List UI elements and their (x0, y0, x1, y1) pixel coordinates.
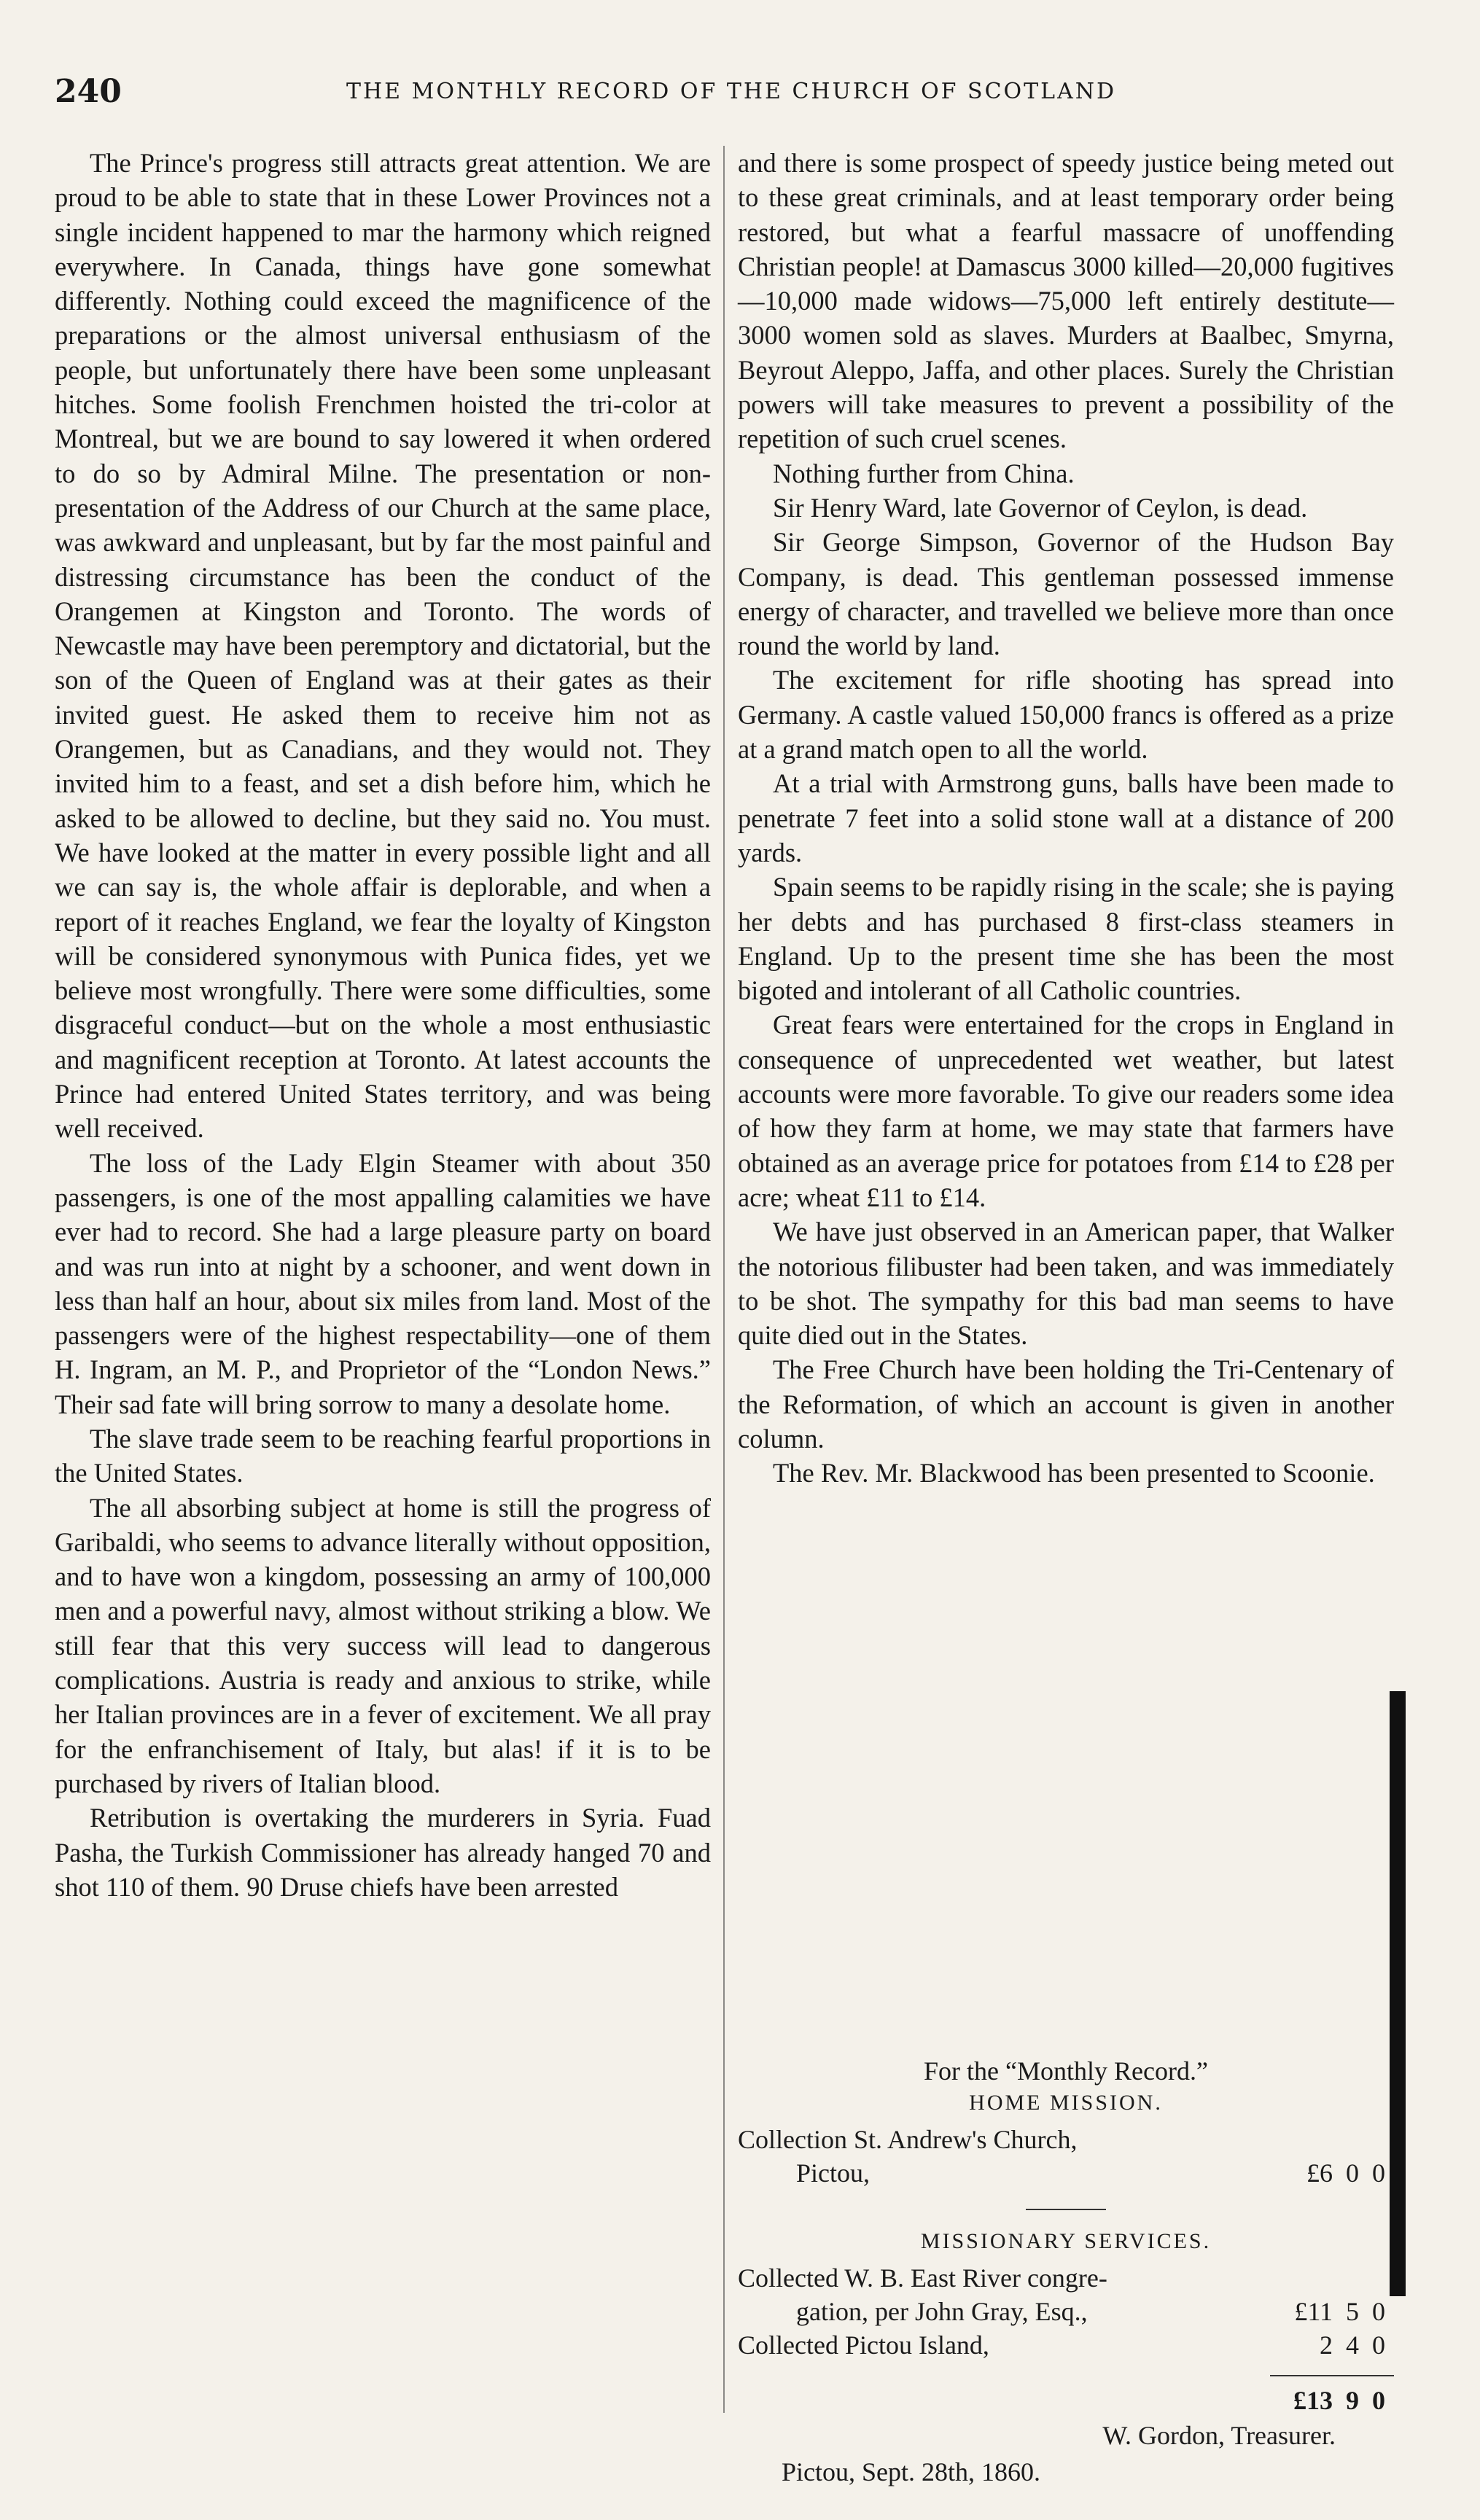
paragraph-slave-trade: The slave trade seem to be reaching fearful proportions in the United States. (55, 1423, 711, 1489)
ms-row-2 (738, 2295, 1394, 2328)
page-number: 240 (55, 73, 122, 110)
ms-label-3: Collected Pictou Island, (738, 2330, 989, 2360)
running-title: THE MONTHLY RECORD OF THE CHURCH OF SCOTLAND (346, 79, 1117, 104)
ms-amount-1: £11 5 0 (1294, 2297, 1385, 2326)
accounts-for-line: For the “Monthly Record.” (924, 2056, 1208, 2086)
left-column (55, 146, 711, 1904)
ms-amount-2: 2 4 0 (1320, 2330, 1385, 2360)
column-divider (723, 146, 725, 2413)
ms-label-1: Collected W. B. East River congre- (738, 2263, 1107, 2293)
total-row (738, 2384, 1394, 2417)
right-column (738, 146, 1394, 1491)
page-header (55, 73, 1425, 117)
ms-label-2: gation, per John Gray, Esq., (796, 2297, 1088, 2326)
paragraph-rifle-shooting: The excitement for rifle shooting has spread into Germany. A castle valued 150,000 francs is offered as a prize at a grand match open to all the world. (738, 665, 1394, 765)
paragraph-syria-continued: and there is some prospect of speedy justice being meted out to these great criminals, and at least temporary order being restored, but what a fearful massacre of unoffending Christian people! at Damascus 3000 killed—20,000 fugitives—10,000 made widows—75,000 left entirely destitute—3000 women sold as slaves. Murders at Baalbec, Smyrna, Beyrout Aleppo, Jaffa, and other places. Surely the Christian powers will take measures to prevent a possibility of the repetition of such cruel scenes. (738, 148, 1394, 454)
paragraph-garibaldi: The all absorbing subject at home is still the progress of Garibaldi, who seems to advance literally without opposition, and to have won a kingdom, possessing an army of 100,000 men and a powerful navy, almost without striking a blow. We still fear that this very success will lead to dangerous complications. Austria is ready and anxious to strike, while her Italian provinces are in a fever of excitement. We all pray for the enfranchisement of Italy, but alas! if it is to be purchased by rivers of Italian blood. (55, 1492, 711, 1798)
paragraph-blackwood: The Rev. Mr. Blackwood has been presented to Scoonie. (773, 1458, 1375, 1489)
treasurer-signature: W. Gordon, Treasurer. (1102, 2421, 1336, 2450)
paragraph-walker: We have just observed in an American paper, that Walker the notorious filibuster had been taken, and was immediately to be shot. The sympathy for this bad man seems to have quite died out in the States. (738, 1217, 1394, 1351)
home-mission-label-2: Pictou, (796, 2158, 871, 2188)
paragraph-prince-progress: The Prince's progress still attracts great attention. We are proud to be able to state that in these Lower Provinces not a single incident happened to mar the harmony which reigned everywhere. In Canada, things have gone somewhat differently. Nothing could exceed the magnificence of the preparations or the almost universal enthusiasm of the people, but unfortunately there have been some unpleasant hitches. Some foolish Frenchmen hoisted the tri-color at Montreal, but we are bound to say lowered it when ordered to do so by Admiral Milne. The presentation or non-presentation of the Address of our Church at the same place, was awkward and unpleasant, but by far the most painful and distressing circumstance has been the conduct of the Orangemen at Kingston and Toronto. The words of Newcastle may have been peremptory and dictatorial, but the son of the Queen of England was at their gates as their invited guest. He asked them to receive him not as Orangemen, but as Canadians, and they would not. They invited him to a feast, and set a dish before him, which he asked to be allowed to decline, but they said no. You must. We have looked at the matter in every possible light and all we can say is, the whole affair is deplorable, and when a report of it reaches England, we fear the loyalty of Kingston will be considered synonymous with Punica fides, yet we believe most wrongfully. There were some difficulties, some disgraceful conduct—but on the whole a most enthusiastic and magnificent reception at Toronto. At latest accounts the Prince had entered United States territory, and was being well received. (55, 148, 711, 1144)
accounts-section (738, 2056, 1394, 2490)
paragraph-syria: Retribution is overtaking the murderers in Syria. Fuad Pasha, the Turkish Commissioner has already hanged 70 and shot 110 of them. 90 Druse chiefs have been arrested (55, 1803, 711, 1902)
ms-row-1 (738, 2261, 1394, 2295)
home-mission-amount: £6 0 0 (1306, 2158, 1385, 2188)
ms-row-3 (738, 2328, 1394, 2362)
paragraph-george-simpson: Sir George Simpson, Governor of the Hudson Bay Company, is dead. This gentleman possessed immense energy of character, and travelled we believe more than once round the world by land. (738, 527, 1394, 661)
paragraph-free-church: The Free Church have been holding the Tri-Centenary of the Reformation, of which an account is given in another column. (738, 1354, 1394, 1454)
paragraph-spain: Spain seems to be rapidly rising in the scale; she is paying her debts and has purchased 8 first-class steamers in England. Up to the present time she has been the most bigoted and intolerant of all Catholic countries. (738, 872, 1394, 1006)
home-mission-row (738, 2123, 1394, 2156)
paragraph-china: Nothing further from China. (773, 458, 1075, 488)
total-amount: £13 9 0 (1293, 2386, 1385, 2415)
missionary-services-heading: MISSIONARY SERVICES. (920, 2229, 1212, 2253)
total-rule (1270, 2375, 1394, 2376)
paragraph-crops: Great fears were entertained for the crops in England in consequence of unprecedented wet weather, but latest accounts were more favorable. To give our readers some idea of how they farm at home, we may state that farmers have obtained as an average price for potatoes from £14 to £28 per acre; wheat £11 to £14. (738, 1010, 1394, 1212)
home-mission-row-2 (738, 2156, 1394, 2190)
paragraph-armstrong-guns: At a trial with Armstrong guns, balls have been made to penetrate 7 feet into a solid stone wall at a distance of 200 yards. (738, 768, 1394, 867)
section-rule (1026, 2209, 1106, 2210)
paragraph-lady-elgin: The loss of the Lady Elgin Steamer with about 350 passengers, is one of the most appalling calamities we have ever had to record. She had a large pleasure party on board and was run into at night by a schooner, and went down in less than half an hour, about six miles from land. Most of the passengers were of the highest respectability—one of them H. Ingram, an M. P., and Proprietor of the “London News.” Their sad fate will bring sorrow to many a desolate home. (55, 1147, 711, 1419)
home-mission-label-1: Collection St. Andrew's Church, (738, 2125, 1078, 2154)
dateline: Pictou, Sept. 28th, 1860. (782, 2457, 1041, 2486)
paragraph-henry-ward: Sir Henry Ward, late Governor of Ceylon, is dead. (773, 492, 1308, 523)
home-mission-heading: HOME MISSION. (969, 2091, 1163, 2115)
